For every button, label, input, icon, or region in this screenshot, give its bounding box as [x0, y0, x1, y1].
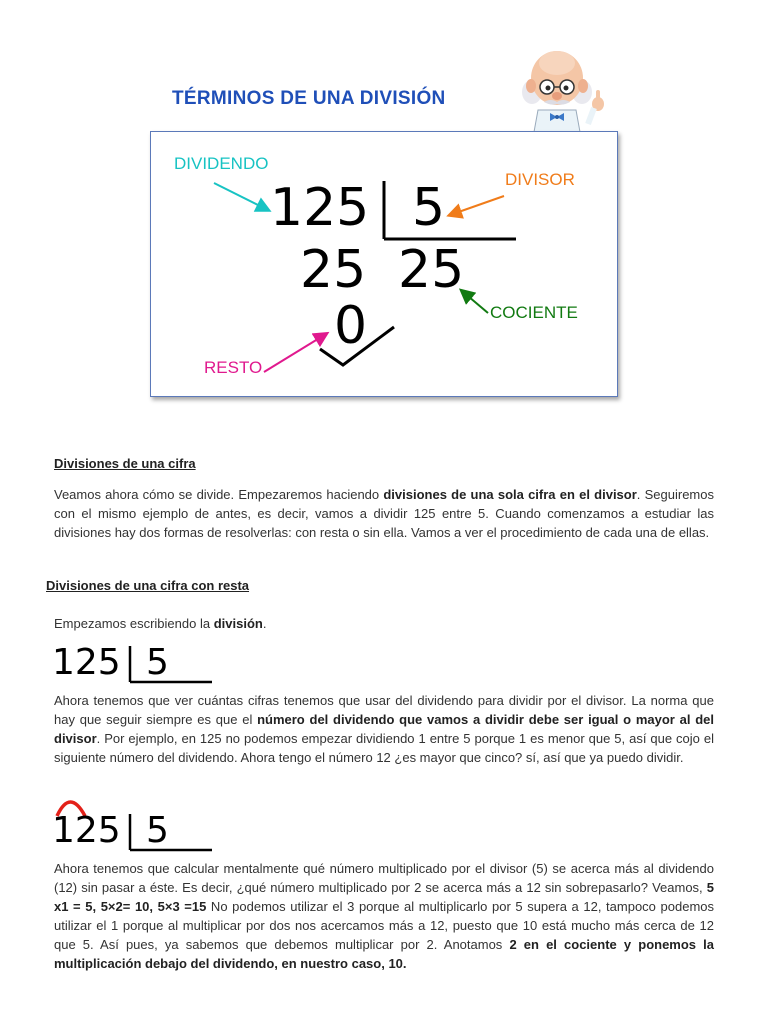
paragraph-bold: 5 x1 = 5, 5×2= 10, 5×3 =15 [54, 880, 714, 914]
paragraph-text: Veamos ahora cómo se divide. Empezaremos haciendo [54, 487, 384, 502]
paragraph-text: . [262, 616, 267, 631]
paragraph-text: No podemos utilizar el 3 porque al multiplicarlo por 5 supera a 12, tampoco podemos utilizar el 1 porque al multiplicar por dos nos acercamos más a 12, puesto que 10 está mucho más cerca de 12 que 5. Así pues, ya sabemos que debemos multiplicar por 2. Anotamos [54, 899, 714, 952]
paragraph-text: . Por ejemplo, en 125 no podemos empezar dividiendo 1 entre 5 porque 1 es menor que 5, así que cojo el siguiente número del dividendo. Ahora tengo el número 12 ¿es mayor que cinco? sí, así que ya puedo dividir. [54, 731, 714, 765]
paragraph-multiplicar [54, 859, 714, 973]
remainder-number: 0 [334, 296, 368, 356]
dividend-arrow [214, 183, 268, 210]
divisor-label: DIVISOR [505, 170, 575, 189]
example1-dividend: 125 [52, 642, 121, 683]
paragraph-start [54, 614, 714, 633]
figure-title: TÉRMINOS DE UNA DIVISIÓN [172, 88, 446, 109]
example1-divisor: 5 [146, 642, 169, 683]
paragraph-text: Empezamos escribiendo la [54, 616, 214, 631]
example2-dividend: 125 [52, 810, 121, 851]
example1-bracket [120, 644, 220, 684]
quotient-arrow [462, 291, 488, 313]
partial-remainder-number: 25 [300, 240, 367, 300]
section-heading-divisiones-una-cifra: Divisiones de una cifra [54, 456, 196, 471]
divisor-arrow [450, 196, 504, 215]
example2-bracket [120, 812, 220, 852]
dividend-label: DIVIDENDO [174, 154, 269, 173]
dividend-number: 125 [270, 178, 370, 238]
paragraph-text: Ahora tenemos que ver cuántas cifras tenemos que usar del dividendo para dividir por el divisor. La norma que hay que seguir siempre es que el [54, 693, 714, 727]
section-heading-con-resta: Divisiones de una cifra con resta [46, 578, 250, 593]
paragraph-bold: divisiones de una sola cifra en el divisor [383, 487, 637, 502]
remainder-arrow [264, 334, 326, 372]
paragraph-bold: número del dividendo que vamos a dividir debe ser igual o mayor al del divisor [54, 712, 714, 746]
quotient-number: 25 [398, 240, 465, 300]
paragraph-intro [54, 485, 714, 542]
example2-divisor: 5 [146, 810, 169, 851]
paragraph-text: . Seguiremos con el mismo ejemplo de antes, es decir, vamos a dividir 125 entre 5. Cuando comenzamos a estudiar las divisiones hay dos formas de resolverlas: con resta o sin ella. Vamos a ver el procedimiento de cada una de ellas. [54, 487, 714, 540]
professor-cartoon-icon [518, 46, 610, 132]
remainder-label: RESTO [204, 358, 263, 377]
paragraph-bold: 2 en el cociente y ponemos la multiplicación debajo del dividendo, en nuestro caso, 10. [54, 937, 714, 971]
paragraph-text: Ahora tenemos que calcular mentalmente qué número multiplicado por el divisor (5) se acerca más al dividendo (12) sin pasar a éste. Es decir, ¿qué número multiplicado por 2 se acerca más a 12 sin sobrepasarlo? Veamos, [54, 861, 714, 895]
paragraph-bold: división [213, 616, 263, 631]
paragraph-cifras [54, 691, 714, 767]
quotient-label: COCIENTE [490, 303, 578, 322]
divisor-number: 5 [412, 178, 446, 238]
